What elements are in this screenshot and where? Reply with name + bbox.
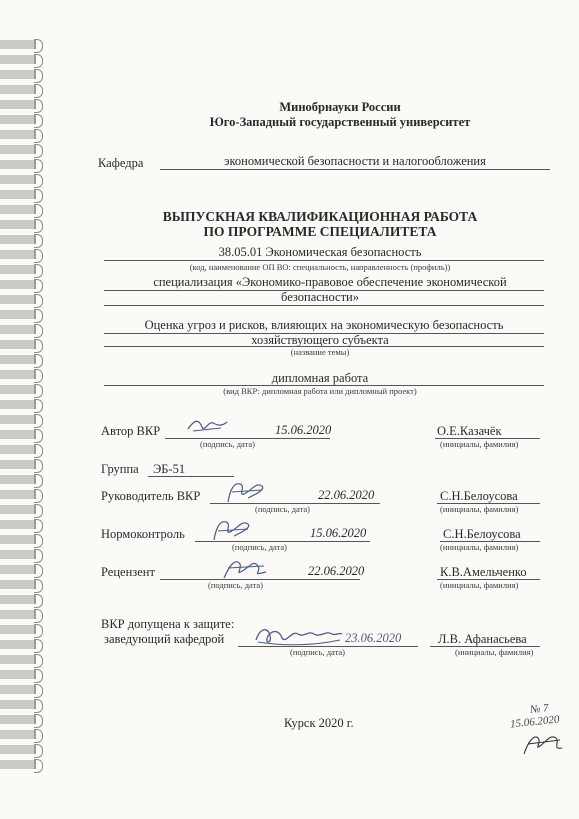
normcontrol-name: С.Н.Белоусова xyxy=(443,527,521,541)
binding-ring xyxy=(34,564,43,578)
department-label: Кафедра xyxy=(98,156,144,170)
specialization-line2: безопасности» xyxy=(281,290,359,304)
binding-tab xyxy=(0,100,36,109)
specialization-underline2 xyxy=(104,305,544,306)
binding-tab xyxy=(0,280,36,289)
binding-tab xyxy=(0,235,36,244)
margin-note-number: № 7 xyxy=(529,702,550,716)
specialty-caption: (код, наименование ОП ВО: специальность, направленность (профиль)) xyxy=(189,262,451,272)
binding-ring xyxy=(34,189,43,203)
binding-ring xyxy=(34,519,43,533)
binding-tab xyxy=(0,505,36,514)
binding-tab xyxy=(0,550,36,559)
author-label: Автор ВКР xyxy=(101,424,161,438)
binding-tab xyxy=(0,145,36,154)
admission-label: заведующий кафедрой xyxy=(104,632,225,646)
binding-ring xyxy=(34,744,43,758)
binding-ring xyxy=(34,39,43,53)
supervisor-name-caption: (инициалы, фамилия) xyxy=(440,504,519,514)
binding-tab xyxy=(0,130,36,139)
author-date: 15.06.2020 xyxy=(275,423,332,437)
binding-ring xyxy=(34,579,43,593)
supervisor-sign-caption: (подпись, дата) xyxy=(255,504,311,514)
binding-tab xyxy=(0,655,36,664)
admission-sign-caption: (подпись, дата) xyxy=(290,647,346,657)
binding-ring xyxy=(34,84,43,98)
binding-ring xyxy=(34,114,43,128)
group-value: ЭБ-51 xyxy=(153,462,186,476)
reviewer-signature xyxy=(220,554,270,586)
city-year: Курск 2020 г. xyxy=(284,716,354,730)
work-type-caption: (вид ВКР: дипломная работа или дипломный проект) xyxy=(223,386,417,396)
binding-tab xyxy=(0,640,36,649)
binding-tab xyxy=(0,385,36,394)
binding-ring xyxy=(34,99,43,113)
binding-ring xyxy=(34,684,43,698)
binding-tab xyxy=(0,760,36,769)
work-title-line1: ВЫПУСКНАЯ КВАЛИФИКАЦИОННАЯ РАБОТА xyxy=(162,209,478,224)
reviewer-label: Рецензент xyxy=(101,565,155,579)
reviewer-name: К.В.Амельченко xyxy=(440,565,527,579)
binding-ring xyxy=(34,294,43,308)
supervisor-label: Руководитель ВКР xyxy=(101,489,201,503)
binding-tab xyxy=(0,355,36,364)
binding-ring xyxy=(34,174,43,188)
group-label: Группа xyxy=(101,462,139,476)
specialization-line1: специализация «Экономико-правовое обеспечение экономической xyxy=(153,275,507,289)
binding-ring xyxy=(34,729,43,743)
binding-tab xyxy=(0,310,36,319)
binding-tab xyxy=(0,160,36,169)
binding-ring xyxy=(34,204,43,218)
binding-tab xyxy=(0,115,36,124)
binding-ring xyxy=(34,549,43,563)
binding-tab xyxy=(0,460,36,469)
binding-ring xyxy=(34,444,43,458)
reviewer-sign-caption: (подпись, дата) xyxy=(208,580,264,590)
binding-ring xyxy=(34,429,43,443)
binding-ring xyxy=(34,279,43,293)
admission-name: Л.В. Афанасьева xyxy=(438,632,527,646)
binding-ring xyxy=(34,534,43,548)
work-title-line2: ПО ПРОГРАММЕ СПЕЦИАЛИТЕТА xyxy=(203,224,437,239)
binding-tab xyxy=(0,715,36,724)
binding-tab xyxy=(0,400,36,409)
margin-note-signature xyxy=(520,728,566,762)
reviewer-date: 22.06.2020 xyxy=(308,564,365,578)
binding-tab xyxy=(0,205,36,214)
binding-tab xyxy=(0,70,36,79)
binding-ring xyxy=(34,219,43,233)
binding-tab xyxy=(0,445,36,454)
binding-ring xyxy=(34,324,43,338)
reviewer-name-caption: (инициалы, фамилия) xyxy=(440,580,519,590)
binding-tab xyxy=(0,595,36,604)
binding-tab xyxy=(0,565,36,574)
admission-date: 23.06.2020 xyxy=(345,631,402,645)
supervisor-name: С.Н.Белоусова xyxy=(440,489,518,503)
admission-signature xyxy=(252,622,344,650)
binding-tab xyxy=(0,580,36,589)
binding-ring xyxy=(34,159,43,173)
binding-ring xyxy=(34,69,43,83)
author-signature xyxy=(185,415,230,437)
binding-ring xyxy=(34,54,43,68)
supervisor-date: 22.06.2020 xyxy=(318,488,375,502)
binding-tab xyxy=(0,490,36,499)
binding-ring xyxy=(34,459,43,473)
binding-ring xyxy=(34,129,43,143)
binding-ring xyxy=(34,309,43,323)
binding-ring xyxy=(34,399,43,413)
binding-ring xyxy=(34,759,43,773)
binding-tab xyxy=(0,325,36,334)
topic-line1: Оценка угроз и рисков, влияющих на экономическую безопасность xyxy=(144,318,504,332)
binding-ring xyxy=(34,699,43,713)
binding-tab xyxy=(0,730,36,739)
normcontrol-date: 15.06.2020 xyxy=(310,526,367,540)
binding-tab xyxy=(0,190,36,199)
binding-tab xyxy=(0,475,36,484)
binding-tab xyxy=(0,265,36,274)
binding-ring xyxy=(34,489,43,503)
binding-ring xyxy=(34,384,43,398)
binding-tab xyxy=(0,295,36,304)
admission-line1: ВКР допущена к защите: xyxy=(101,617,235,631)
binding-ring xyxy=(34,354,43,368)
binding-ring xyxy=(34,249,43,263)
author-name-caption: (инициалы, фамилия) xyxy=(440,439,519,449)
binding-ring xyxy=(34,339,43,353)
author-name: О.Е.Казачёк xyxy=(437,424,502,438)
ministry-name: Минобрнауки России xyxy=(279,100,401,114)
binding-ring xyxy=(34,639,43,653)
binding-ring xyxy=(34,474,43,488)
binding-ring xyxy=(34,669,43,683)
spiral-binding xyxy=(0,40,44,780)
normcontrol-label: Нормоконтроль xyxy=(101,527,185,541)
specialty-underline xyxy=(104,260,544,261)
binding-ring xyxy=(34,234,43,248)
binding-tab xyxy=(0,85,36,94)
binding-tab xyxy=(0,670,36,679)
margin-note-date: 15.06.2020 xyxy=(509,713,560,731)
binding-ring xyxy=(34,594,43,608)
department-value: экономической безопасности и налогообложения xyxy=(224,154,486,168)
work-type-value: дипломная работа xyxy=(271,371,369,385)
binding-ring xyxy=(34,144,43,158)
binding-tab xyxy=(0,415,36,424)
binding-ring xyxy=(34,369,43,383)
binding-tab xyxy=(0,685,36,694)
binding-tab xyxy=(0,370,36,379)
binding-tab xyxy=(0,430,36,439)
binding-tab xyxy=(0,55,36,64)
binding-ring xyxy=(34,414,43,428)
topic-caption: (название темы) xyxy=(290,347,350,357)
normcontrol-sign-caption: (подпись, дата) xyxy=(232,542,288,552)
supervisor-signature xyxy=(222,476,270,508)
binding-tab xyxy=(0,745,36,754)
binding-ring xyxy=(34,264,43,278)
binding-ring xyxy=(34,504,43,518)
binding-tab xyxy=(0,700,36,709)
department-underline xyxy=(160,169,550,170)
author-sign-caption: (подпись, дата) xyxy=(200,439,256,449)
binding-tab xyxy=(0,610,36,619)
specialty-code: 38.05.01 Экономическая безопасность xyxy=(218,245,422,259)
normcontrol-name-caption: (инициалы, фамилия) xyxy=(440,542,519,552)
binding-tab xyxy=(0,340,36,349)
binding-tab xyxy=(0,220,36,229)
binding-tab xyxy=(0,520,36,529)
normcontrol-signature xyxy=(208,514,256,546)
binding-ring xyxy=(34,624,43,638)
admission-name-caption: (инициалы, фамилия) xyxy=(455,647,534,657)
university-name: Юго-Западный государственный университет xyxy=(209,115,471,129)
binding-tab xyxy=(0,40,36,49)
topic-line2: хозяйствующего субъекта xyxy=(251,333,389,347)
binding-ring xyxy=(34,714,43,728)
binding-tab xyxy=(0,250,36,259)
binding-ring xyxy=(34,609,43,623)
binding-tab xyxy=(0,535,36,544)
binding-ring xyxy=(34,654,43,668)
binding-tab xyxy=(0,175,36,184)
binding-tab xyxy=(0,625,36,634)
